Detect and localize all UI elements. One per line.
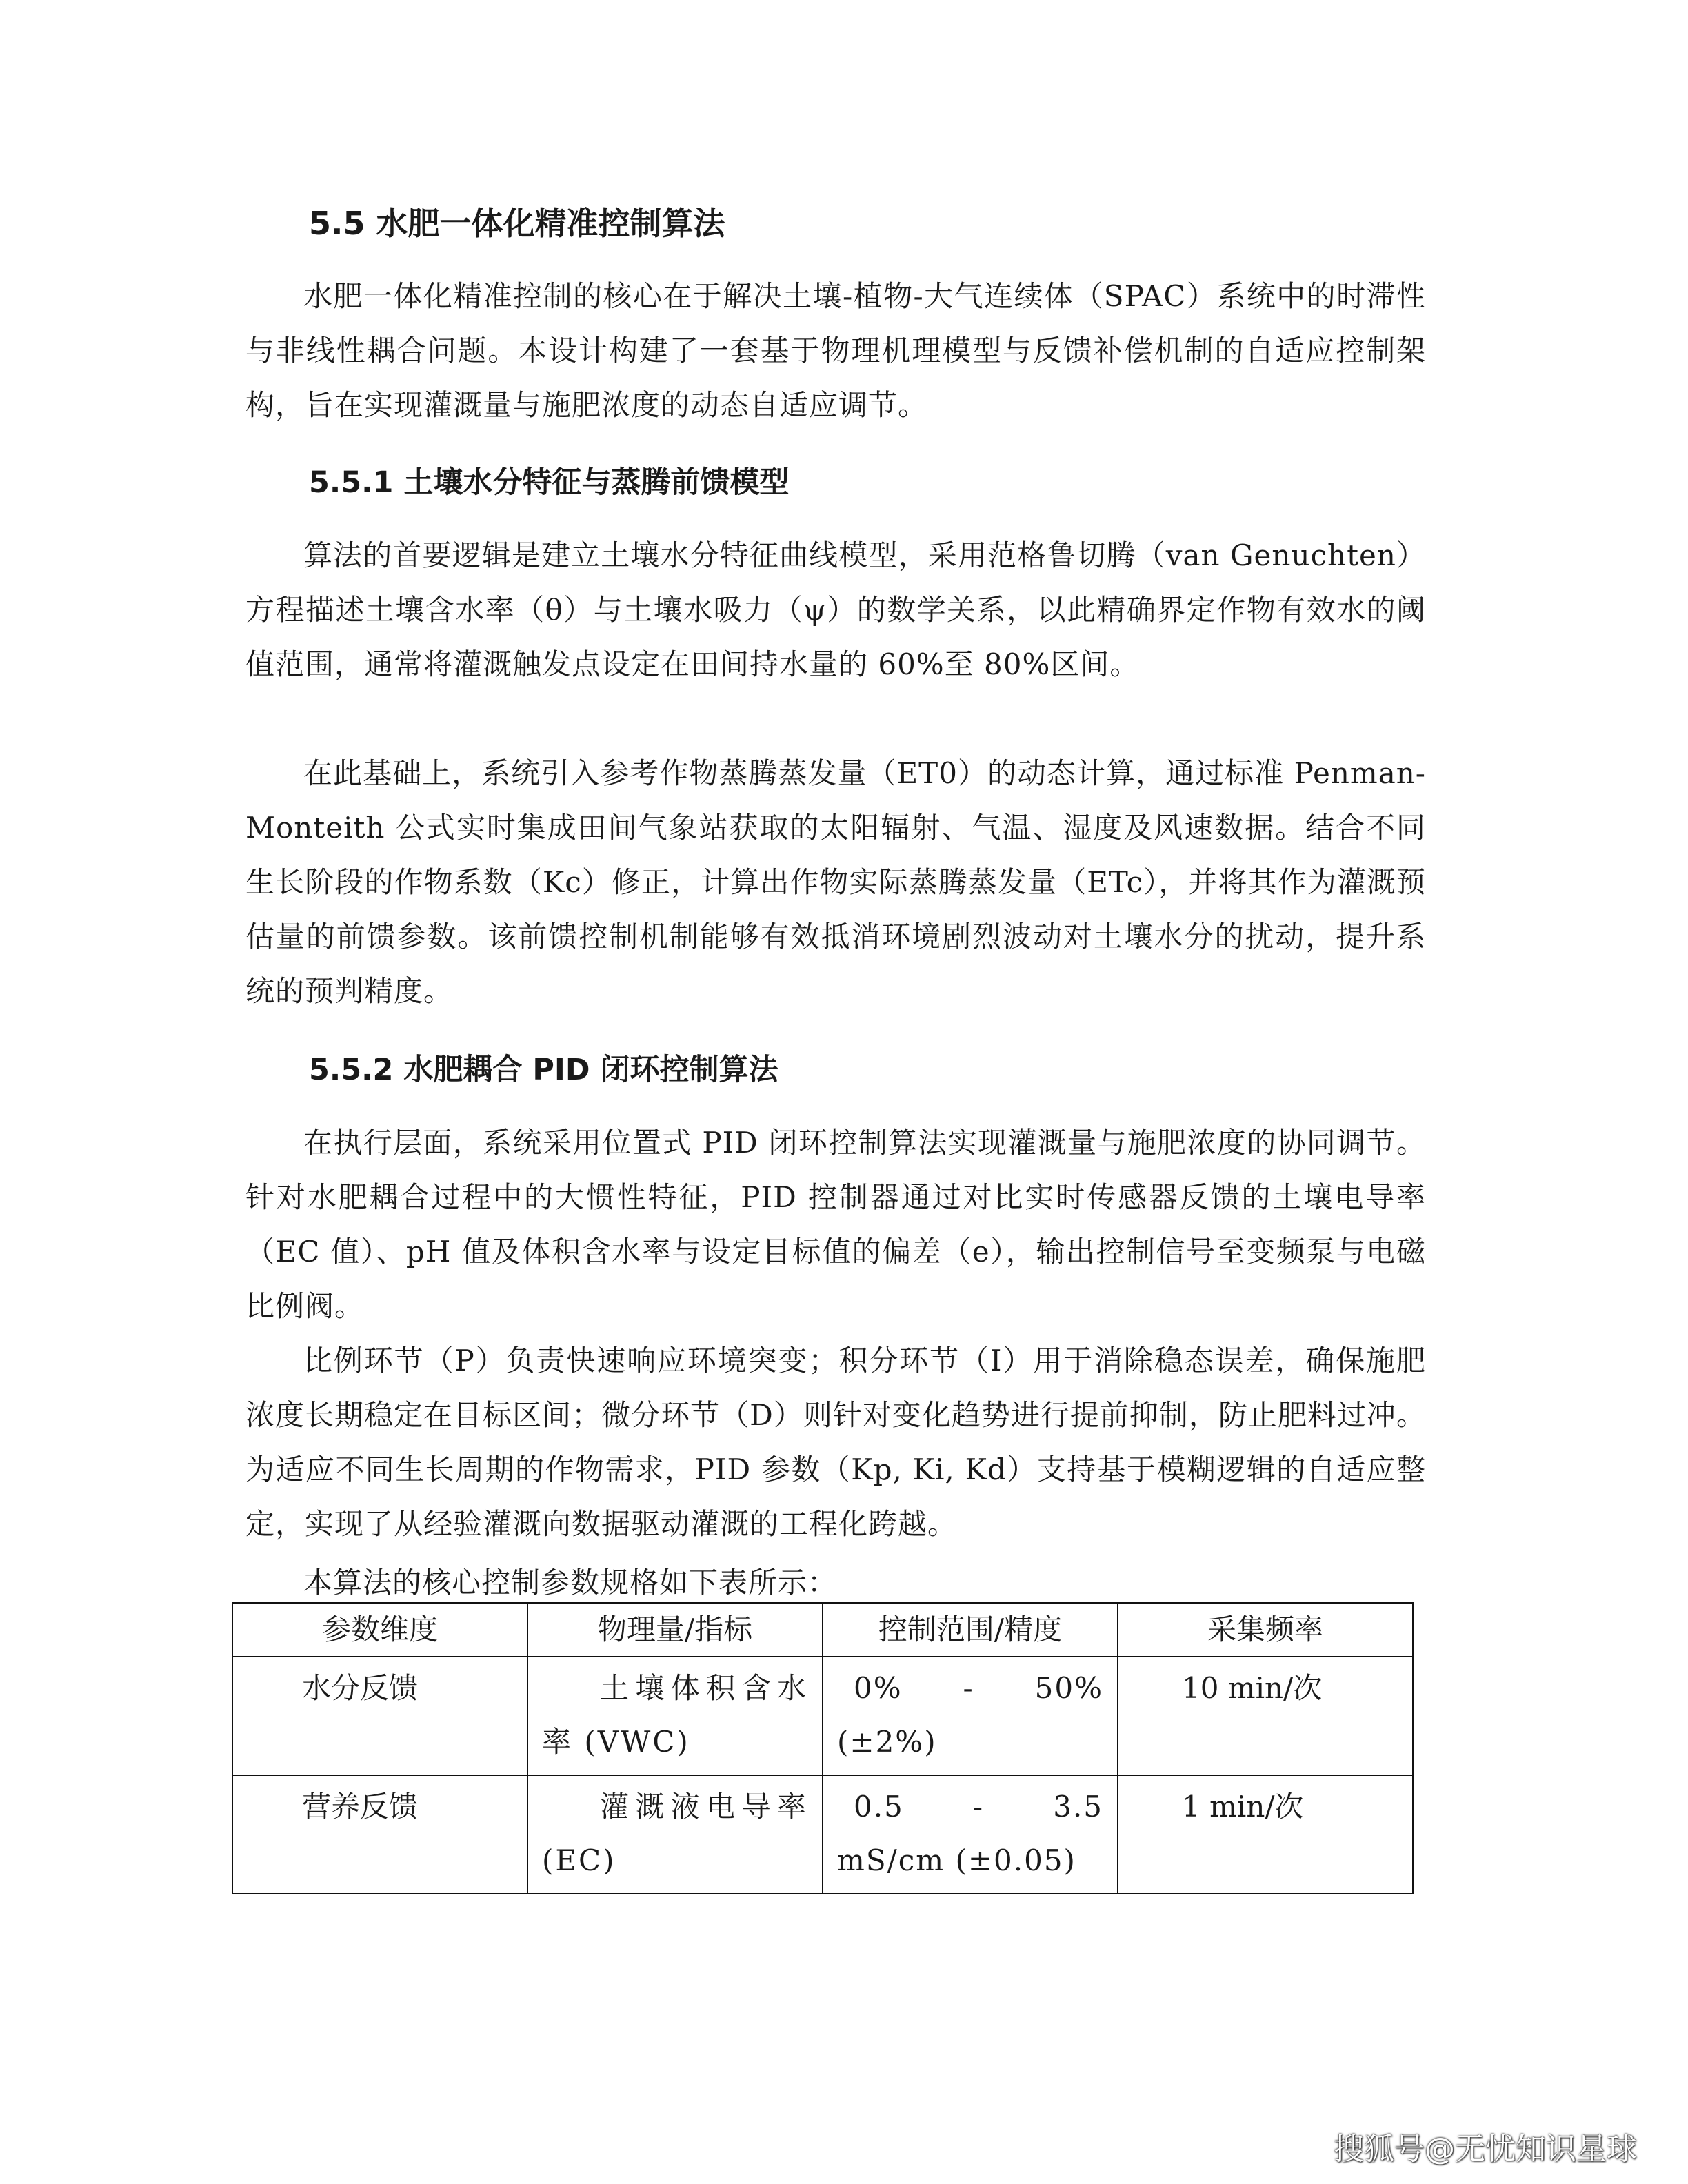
subsection-1-paragraph-1: 算法的首要逻辑是建立土壤水分特征曲线模型，采用范格鲁切腾（van Genuchten）方程描述土壤含水率（θ）与土壤水吸力（ψ）的数学关系，以此精确界定作物有效水的阈值范围，通常将灌溉触发点设定在田间持水量的 60%至 80%区间。 [245,538,1426,681]
table-cell-range: 0.5 - 3.5 mS/cm (±0.05) [823,1775,1118,1894]
table-caption: 本算法的核心控制参数规格如下表所示： [303,1566,838,1599]
subsection-1-paragraph-2: 在此基础上，系统引入参考作物蒸腾蒸发量（ET0）的动态计算，通过标准 Penman-Monteith 公式实时集成田间气象站获取的太阳辐射、气温、湿度及风速数据。结合不同生长阶段的作物系数（Kc）修正，计算出作物实际蒸腾蒸发量（ETc），并将其作为灌溉预估量的前馈参数。该前馈控制机制能够有效抵消环境剧烈波动对土壤水分的扰动，提升系统的预判精度。 [245,756,1426,1008]
table-header-row [232,1603,1413,1657]
table-row [232,1657,1413,1775]
table-cell-dimension: 水分反馈 [232,1657,528,1775]
parameter-table [232,1602,1414,1894]
table-header-cell: 物理量/指标 [528,1603,823,1657]
table-cell-quantity: 灌溉液电导率 (EC) [528,1775,823,1894]
section-intro-paragraph: 水肥一体化精准控制的核心在于解决土壤-植物-大气连续体（SPAC）系统中的时滞性与非线性耦合问题。本设计构建了一套基于物理机理模型与反馈补偿机制的自适应控制架构，旨在实现灌溉量与施肥浓度的动态自适应调节。 [245,279,1426,422]
table-cell-quantity: 土壤体积含水率 (VWC) [528,1657,823,1775]
subsection-2-paragraph-1: 在执行层面，系统采用位置式 PID 闭环控制算法实现灌溉量与施肥浓度的协同调节。针对水肥耦合过程中的大惯性特征，PID 控制器通过对比实时传感器反馈的土壤电导率（EC 值）、pH 值及体积含水率与设定目标值的偏差（e），输出控制信号至变频泵与电磁比例阀。 [245,1126,1426,1323]
section-heading: 5.5 水肥一体化精准控制算法 [309,205,725,242]
table-header-cell: 采集频率 [1118,1603,1413,1657]
table-cell-frequency: 1 min/次 [1118,1775,1413,1894]
table-header-cell: 参数维度 [232,1603,528,1657]
watermark: 搜狐号@无忧知识星球 [1334,2132,1637,2167]
subsection-2-heading: 5.5.2 水肥耦合 PID 闭环控制算法 [309,1053,778,1087]
table-cell-range: 0% - 50% (±2%) [823,1657,1118,1775]
table-cell-frequency: 10 min/次 [1118,1657,1413,1775]
subsection-1-heading: 5.5.1 土壤水分特征与蒸腾前馈模型 [309,465,790,500]
subsection-2-paragraph-2: 比例环节（P）负责快速响应环境突变；积分环节（I）用于消除稳态误差，确保施肥浓度长期稳定在目标区间；微分环节（D）则针对变化趋势进行提前抑制，防止肥料过冲。为适应不同生长周期的作物需求，PID 参数（Kp, Ki, Kd）支持基于模糊逻辑的自适应整定，实现了从经验灌溉向数据驱动灌溉的工程化跨越。 [245,1344,1426,1541]
table-cell-dimension: 营养反馈 [232,1775,528,1894]
table-header-cell: 控制范围/精度 [823,1603,1118,1657]
table-row [232,1775,1413,1894]
